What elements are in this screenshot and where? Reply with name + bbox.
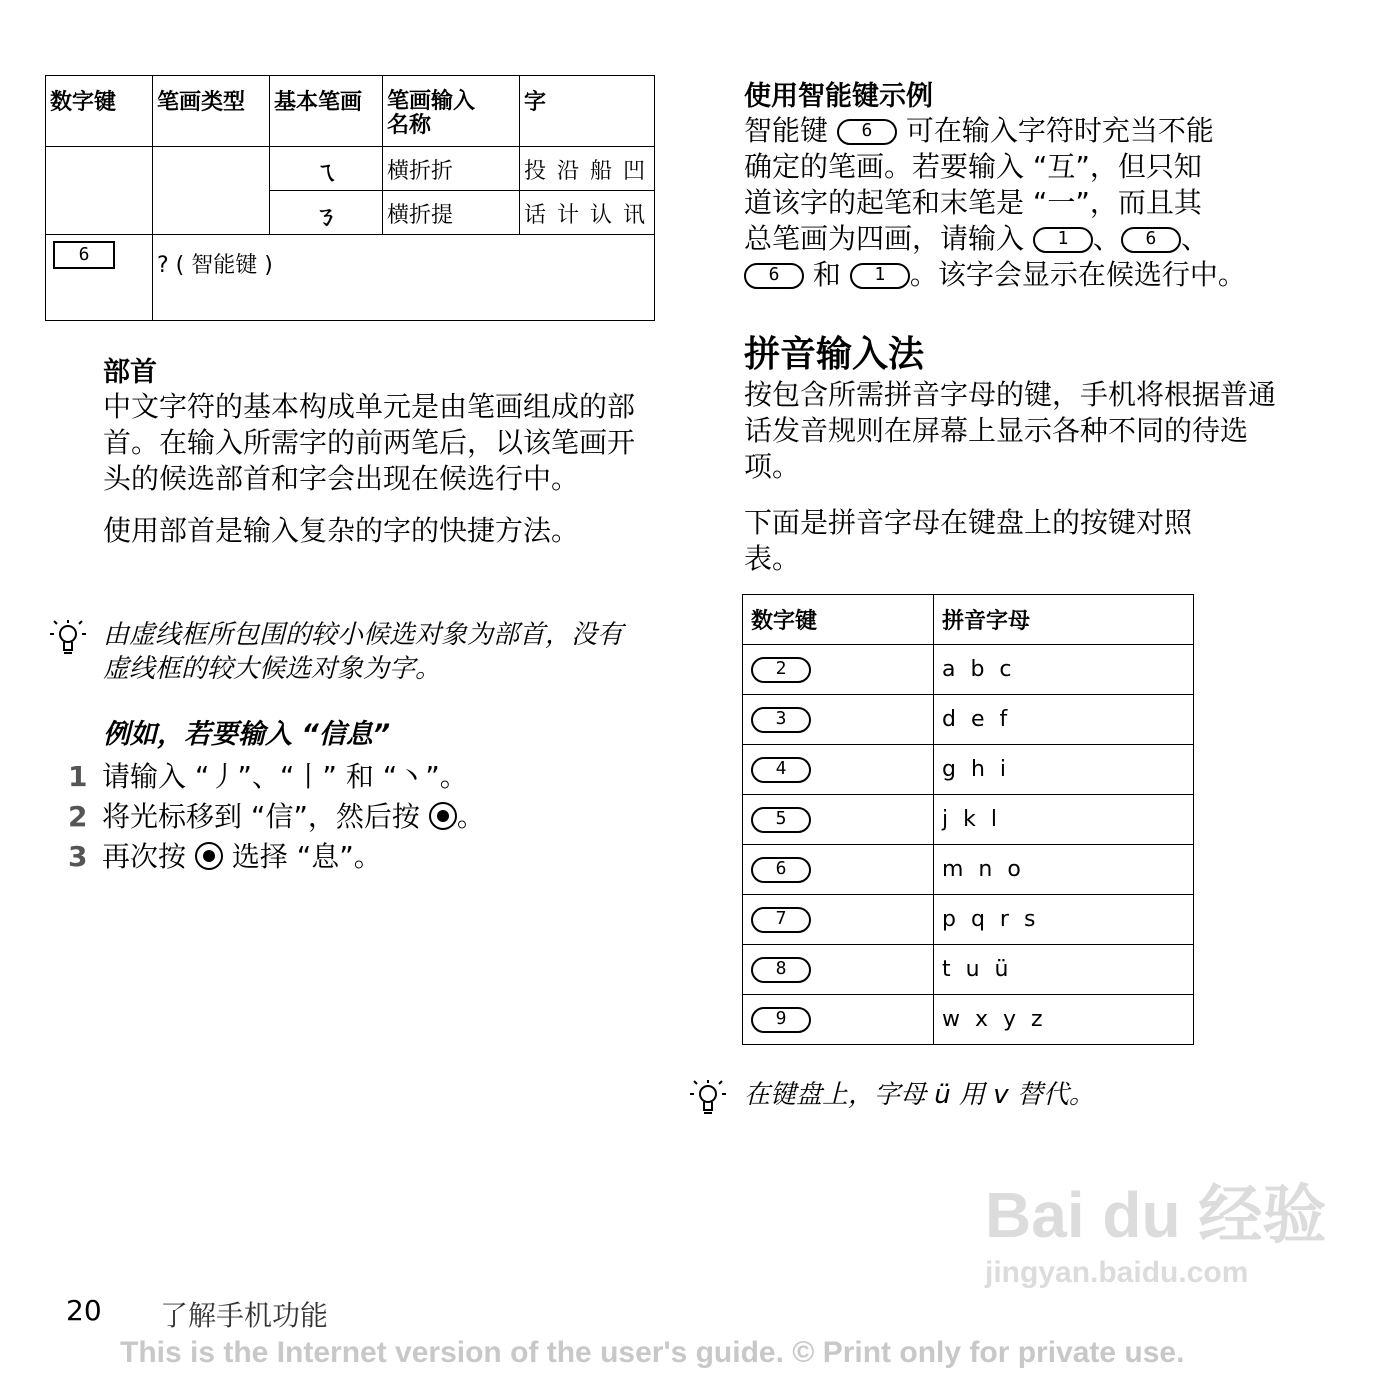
text: 。该字会显示在候选行中。: [909, 258, 1246, 291]
key-7-icon: 7: [751, 907, 811, 933]
stroke-chars: 话 计 认 讯: [520, 191, 655, 235]
smart-example-line: [744, 221, 1304, 257]
header-pinyin-letters: 拼音字母: [934, 595, 1194, 645]
smart-example-line: [744, 113, 1304, 149]
step-3: [68, 839, 668, 875]
pinyin-table: [742, 594, 1194, 1045]
key-6-icon: 6: [53, 241, 115, 269]
step-1: [68, 759, 668, 795]
letters: p q r s: [934, 895, 1194, 945]
header-basic-stroke: 基本笔画: [270, 76, 383, 147]
smart-key-type: ? ( 智能键 ): [153, 235, 655, 321]
smart-example-heading: 使用智能键示例: [744, 81, 933, 112]
key-6-icon: 6: [837, 119, 897, 145]
letters: g h i: [934, 745, 1194, 795]
key-3-icon: 3: [751, 707, 811, 733]
step-number: 1: [68, 760, 88, 793]
step-number: 3: [68, 840, 88, 873]
radicals-para2: 使用部首是输入复杂的字的快捷方法。: [103, 514, 580, 547]
step-text: 。: [456, 800, 485, 833]
table-row: [743, 895, 1194, 945]
example-heading: 例如，若要输入 “信息”: [103, 719, 391, 750]
letters: m n o: [934, 845, 1194, 895]
text: 总笔画为四画，请输入: [744, 222, 1025, 255]
radicals-section: [103, 350, 653, 549]
key-6-icon: 6: [751, 857, 811, 883]
table-row: [743, 795, 1194, 845]
pinyin-para1: 按包含所需拼音字母的键，手机将根据普通话发音规则在屏幕上显示各种不同的待选项。: [744, 378, 1277, 483]
lightbulb-icon: [48, 618, 88, 658]
letters: w x y z: [934, 995, 1194, 1045]
key-1-icon: 1: [850, 263, 910, 289]
header-character: 字: [520, 76, 655, 147]
radicals-para1: 中文字符的基本构成单元是由笔画组成的部首。在输入所需字的前两笔后，以该笔画开头的候选部首和字会出现在候选行中。: [103, 390, 636, 495]
pinyin-section: [744, 326, 1294, 577]
pinyin-tip: 在键盘上，字母 ü 用 v 替代。: [744, 1080, 1095, 1110]
stroke-table: [45, 75, 655, 321]
nav-key-icon: [195, 842, 223, 870]
step-text: 请输入 “丿”、“丨” 和 “丶”。: [102, 760, 468, 793]
key-2-icon: 2: [751, 657, 811, 683]
pinyin-heading: 拼音输入法: [744, 334, 925, 375]
text: 、: [1180, 222, 1209, 255]
text: 、: [1092, 222, 1121, 255]
header-stroke-name: 笔画输入 名称: [383, 76, 520, 147]
stroke-name: 横折折: [383, 147, 520, 191]
example-section: [68, 712, 668, 875]
table-row: [743, 645, 1194, 695]
key-6-icon: 6: [1121, 227, 1181, 253]
header-stroke-type: 笔画类型: [153, 76, 270, 147]
radicals-heading: 部首: [103, 357, 157, 388]
table-row: [270, 147, 383, 191]
table-row: [743, 695, 1194, 745]
letters: d e f: [934, 695, 1194, 745]
key-5-icon: 5: [751, 807, 811, 833]
nav-key-icon: [429, 802, 457, 830]
table-row: [270, 191, 383, 235]
step-2: [68, 799, 668, 835]
letters: j k l: [934, 795, 1194, 845]
watermark-url: jingyan.baidu.com: [985, 1256, 1249, 1289]
header-number-key: 数字键: [46, 76, 153, 147]
radicals-tip: 由虚线框所包围的较小候选对象为部首，没有虚线框的较大候选对象为字。: [103, 620, 624, 684]
text: 可在输入字符时充当不能: [905, 114, 1214, 147]
key-9-icon: 9: [751, 1007, 811, 1033]
header-number-key: 数字键: [743, 595, 934, 645]
step-text: 再次按: [102, 840, 187, 873]
table-row: [743, 945, 1194, 995]
page-number: 20: [66, 1294, 102, 1327]
table-row: [743, 845, 1194, 895]
smart-example-line: [744, 257, 1304, 293]
smart-example-section: [744, 74, 1304, 293]
step-text: 选择 “息”。: [231, 840, 382, 873]
key-6-icon: 6: [744, 263, 804, 289]
watermark-text: Bai du 经验: [985, 1179, 1327, 1251]
key-4-icon: 4: [751, 757, 811, 783]
table-row: [743, 995, 1194, 1045]
smart-key-cell: [46, 235, 153, 321]
watermark-logo: [985, 1180, 1326, 1290]
stroke-name: 横折提: [383, 191, 520, 235]
step-text: 将光标移到 “信”，然后按: [102, 800, 420, 833]
table-row: [743, 745, 1194, 795]
letters: t u ü: [934, 945, 1194, 995]
section-title: 了解手机功能: [160, 1299, 329, 1332]
text: 和: [812, 258, 841, 291]
text: 智能键: [744, 114, 829, 147]
key-8-icon: 8: [751, 957, 811, 983]
key-1-icon: 1: [1033, 227, 1093, 253]
stroke-glyph: ㄟ: [314, 157, 338, 186]
empty-cell: [46, 147, 153, 235]
lightbulb-icon: [688, 1078, 728, 1118]
pinyin-para2: 下面是拼音字母在键盘上的按键对照表。: [744, 506, 1193, 575]
letters: a b c: [934, 645, 1194, 695]
empty-cell: [153, 147, 270, 235]
step-number: 2: [68, 800, 88, 833]
stroke-chars: 投 沿 船 凹: [520, 147, 655, 191]
smart-example-line: 确定的笔画。若要输入 “互”，但只知: [744, 150, 1202, 183]
stroke-glyph: ㄋ: [314, 201, 338, 230]
disclaimer: This is the Internet version of the user's guide. © Print only for private use.: [120, 1336, 1185, 1369]
smart-example-line: 道该字的起笔和末笔是 “一”，而且其: [744, 186, 1202, 219]
